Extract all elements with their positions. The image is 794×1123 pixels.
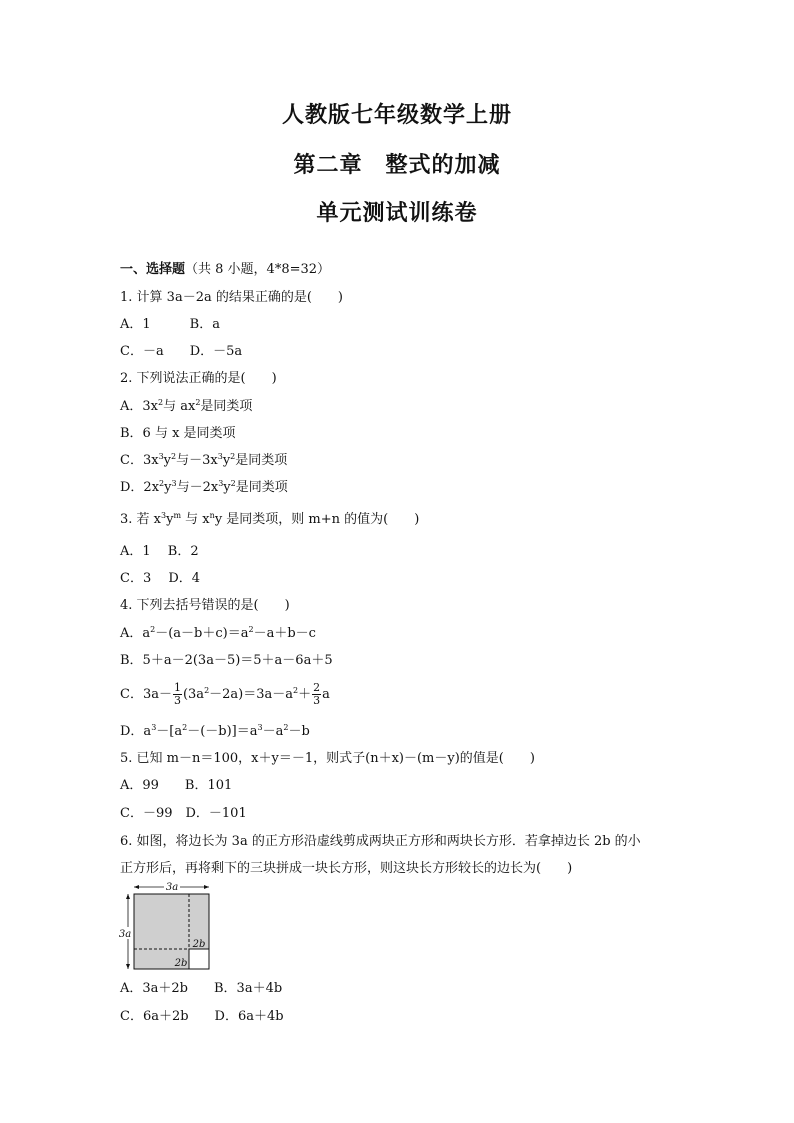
q3-options-cd: C．3 D．4	[120, 571, 201, 586]
q6-stem-line1: 6. 如图，将边长为 3a 的正方形沿虚线剪成两块正方形和两块长方形．若拿掉边长 2b 的小	[120, 834, 641, 849]
section-heading-rest: （共 8 小题，4*8=32）	[185, 262, 331, 277]
q1-options-ab: A．1 B．a	[120, 317, 220, 332]
q3-options-ab: A．1 B．2	[120, 544, 199, 559]
bottom-label: 2b	[174, 958, 188, 969]
chapter-title: 第二章 整式的加减	[293, 153, 501, 178]
q4-option-b: B．5＋a－2(3a－5)＝5＋a－6a＋5	[120, 653, 333, 668]
q4-option-a: A．$a^2-(a-b+c)=a^2-a+b-c$	[120, 625, 316, 641]
section-heading	[120, 262, 330, 278]
q1-stem: 1. 计算 3a－2a 的结果正确的是( )	[120, 290, 343, 305]
top-arrow-left	[134, 885, 139, 889]
q4-option-c: C．3a－ $\frac{1}{3}$ $(3a^2-2a)=3a-a^2+$ $\frac{2}{3}$ a	[120, 681, 330, 707]
fraction-one-third: $\frac{1}{3}$	[173, 681, 181, 707]
q5-options-ab: A．99 B．101	[120, 778, 233, 793]
left-arrow-top	[126, 894, 130, 899]
top-arrow-right	[204, 885, 209, 889]
left-arrow-bottom	[126, 964, 130, 969]
left-label: 3a	[118, 929, 132, 940]
q4-option-d: D．$a^3-[a^2-(-b)]=a^3-a^2-b$	[120, 723, 310, 739]
q2-option-a: A．$3x^2$与 $ax^2$是同类项	[120, 398, 253, 414]
q3-stem: 3. 若 $x^3y^m$ 与 $x^ny$ 是同类项，则 m+n 的值为( )	[120, 511, 420, 527]
q1-options-cd: C．－a D．－5a	[120, 344, 243, 359]
right-label: 2b	[192, 939, 206, 950]
q2-option-c: C．$3x^3y^2$与$-3x^3y^2$是同类项	[120, 452, 288, 468]
q5-options-cd: C．－99 D．－101	[120, 806, 247, 821]
q5-stem: 5. 已知 m－n＝100，x＋y＝－1，则式子(n＋x)－(m－y)的值是( )	[120, 751, 535, 766]
square-cut-figure	[114, 880, 214, 974]
small-square	[189, 949, 209, 969]
section-heading-bold: 一、选择题	[120, 262, 186, 277]
test-title: 单元测试训练卷	[316, 201, 478, 226]
q2-option-b: B．6 与 x 是同类项	[120, 426, 236, 441]
q6-stem-line2: 正方形后，再将剩下的三块拼成一块长方形，则这块长方形较长的边长为( )	[120, 861, 573, 876]
q4-stem: 4. 下列去括号错误的是( )	[120, 598, 290, 613]
q6-options-ab: A．3a＋2b B．3a＋4b	[120, 981, 283, 996]
q6-options-cd: C．6a＋2b D．6a＋4b	[120, 1009, 284, 1024]
top-label: 3a	[165, 882, 179, 893]
doc-title: 人教版七年级数学上册	[281, 103, 512, 128]
fraction-two-thirds: $\frac{2}{3}$	[313, 681, 321, 707]
q2-stem: 2. 下列说法正确的是( )	[120, 371, 277, 386]
q2-option-d: D．$2x^2y^3$与$-2x^3y^2$是同类项	[120, 479, 288, 495]
